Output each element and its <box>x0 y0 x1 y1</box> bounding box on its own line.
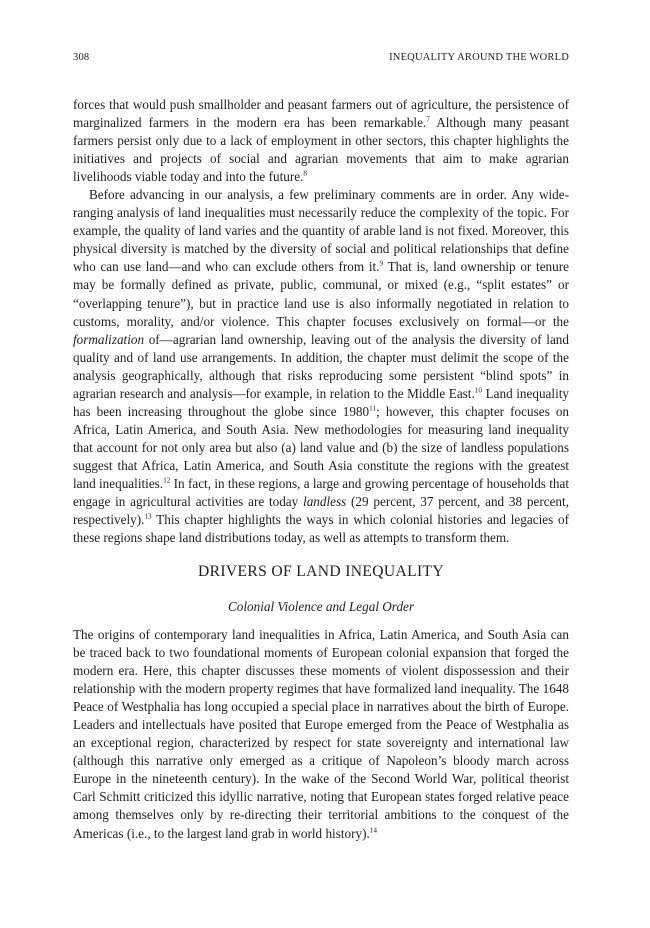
footnote-ref-14[interactable]: 14 <box>369 826 378 835</box>
footnote-ref-10[interactable]: 10 <box>474 386 483 395</box>
text-run: Before advancing in our analysis, a few preliminary comments are in order. Any wide-ranging analysis of land inequalities must necessarily reduce the complexity of the topic. For example, the quality of land varies and the quantity of arable land is not fixed. Moreover, this physical diversity is matched by the diversity of social and political relationships that define who can use land—and who can exclude others from it. <box>73 187 569 275</box>
footnote-ref-9[interactable]: 9 <box>379 260 384 269</box>
paragraph-continuation <box>73 96 569 186</box>
emphasis-landless: landless <box>303 494 347 510</box>
text-run: (29 percent, 37 percent, and 38 percent, respectively). <box>73 494 569 528</box>
paragraph-colonial-origins <box>73 626 569 843</box>
paragraph-preliminary-comments <box>73 186 569 547</box>
text-run: ; however, this chapter focuses on Africa, Latin America, and South Asia. New methodologies for measuring land inequality that account for not only area but also (a) land value and (b) the size of landless populations suggest that Africa, Latin America, and South Asia constitute the regions with the greatest land inequalities. <box>73 403 570 491</box>
section-heading: DRIVERS OF LAND INEQUALITY <box>197 563 445 580</box>
subsection-heading: Colonial Violence and Legal Order <box>227 599 415 614</box>
footnote-ref-7[interactable]: 7 <box>426 115 430 124</box>
footnote-ref-8[interactable]: 8 <box>303 169 307 178</box>
text-run: of—agrarian land ownership, leaving out of the analysis the diversity of land quality and of land use arrangements. In addition, the chapter must delimit the scope of the analysis geographically, although that risks reproducing some persistent “blind spots” in agrarian research and analysis—for example, in relation to the Middle East. <box>73 331 569 401</box>
footnote-ref-13[interactable]: 13 <box>144 512 152 521</box>
body-text-lower <box>73 626 569 843</box>
text-run: Land inequality has been increasing throughout the globe since 1980 <box>73 385 569 419</box>
running-head: INEQUALITY AROUND THE WORLD <box>389 52 569 63</box>
text-run: That is, land ownership or tenure may be formally defined as private, public, communal, or mixed (e.g., “split estates” or “overlapping tenure”), but in practice land use is also informally negotiated in relation to customs, morality, and/or violence. This chapter focuses exclusively on formal—or the <box>73 259 569 329</box>
footnote-ref-12[interactable]: 12 <box>163 476 171 485</box>
footnote-ref-11[interactable]: 11 <box>369 404 377 413</box>
text-run: In fact, in these regions, a large and growing percentage of households that engage in agricultural activities are today <box>73 475 569 510</box>
page-header <box>73 52 569 68</box>
body-text-upper <box>73 96 569 547</box>
text-run: This chapter highlights the ways in which colonial histories and legacies of these regions shape land distributions today, as well as attempts to transform them. <box>73 512 569 546</box>
text-run: Although many peasant farmers persist only due to a lack of employment in other sectors, this chapter highlights the initiatives and projects of social and agrarian movements that aim to make agrarian livelihoods viable today and into the future. <box>73 115 569 185</box>
page-number: 308 <box>73 52 90 63</box>
emphasis-formalization: formalization <box>73 331 145 347</box>
text-run: forces that would push smallholder and peasant farmers out of agriculture, the persistence of marginalized farmers in the modern era has been remarkable. <box>73 97 569 131</box>
text-run: The origins of contemporary land inequalities in Africa, Latin America, and South Asia can be traced back to two foundational moments of European colonial expansion that forged the modern era. Here, this chapter discusses these moments of violent dispossession and their relationship with the modern property regimes that have formalized land inequality. The 1648 Peace of Westphalia has long occupied a special place in narratives about the birth of Europe. Leaders and intellectuals have posited that Europe emerged from the Peace of Westphalia as an exceptional region, characterized by respect for state sovereignty and international law (although this narrative only emerged as a critique of Napoleon’s bloody march across Europe in the nineteenth century). In the wake of the Second World War, political theorist Carl Schmitt criticized this idyllic narrative, noting that European states forged relative peace among themselves only by re-directing their territorial ambitions to the conquest of the Americas (i.e., to the largest land grab in world history). <box>73 627 569 841</box>
